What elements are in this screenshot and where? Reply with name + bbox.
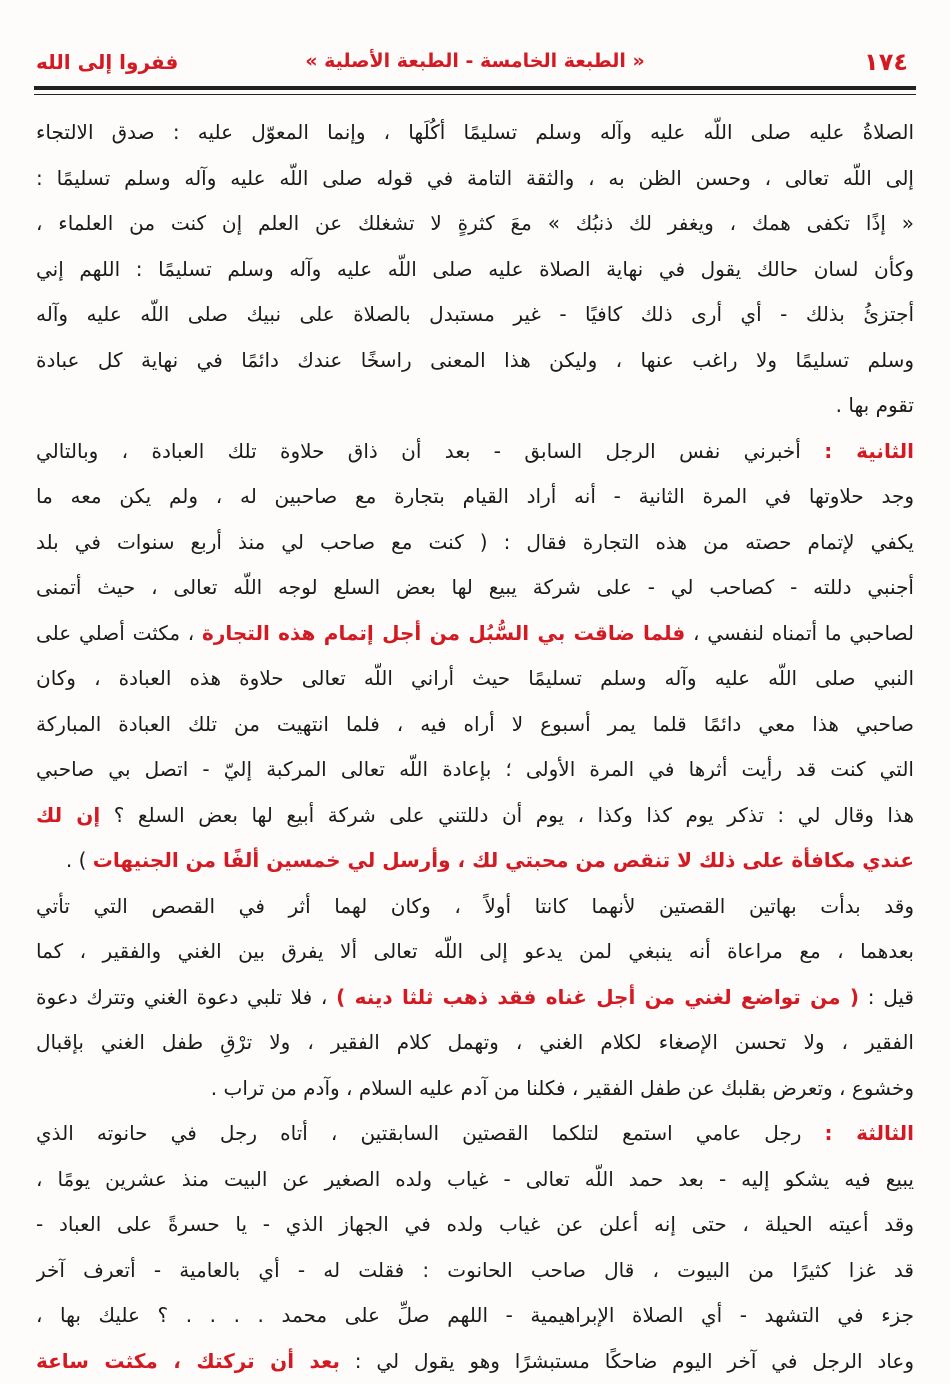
text-run: يكفي لإتمام حصته من هذه التجارة فقال : ( كنت مع صاحب لي منذ أربع سنوات في بلد — [36, 530, 914, 554]
text-line — [36, 110, 914, 156]
text-line — [36, 201, 914, 247]
text-line — [36, 1339, 914, 1384]
text-run: أخبرني نفس الرجل السابق - بعد أن ذاق حلاوة تلك العبادة ، وبالتالي — [36, 439, 824, 463]
text-line — [36, 1111, 914, 1157]
text-run: ، فلا تلبي دعوة الغني وتترك دعوة — [36, 985, 336, 1009]
text-line — [36, 429, 914, 475]
text-run: النبي صلى اللّه عليه وآله وسلم تسليمًا حيث أراني اللّه تعالى حلاوة هذه العبادة ، وكان — [36, 666, 914, 690]
text-line — [36, 747, 914, 793]
text-line — [36, 611, 914, 657]
text-line — [36, 1020, 914, 1066]
text-run: وقد بدأت بهاتين القصتين لأنهما كانتا أولاً ، وكان لهما أثر في القصص التي تأتي — [36, 894, 914, 918]
text-run: الفقير ، ولا تحسن الإصغاء لكلام الغني ، وتهمل كلام الفقير ، ولا ترْقِ طفل الغني بإقبال — [36, 1030, 914, 1054]
text-run: إلى اللّه تعالى ، وحسن الظن به ، والثقة التامة في قوله صلى اللّه عليه وآله وسلم تسليمًا : — [36, 166, 914, 190]
text-line — [36, 702, 914, 748]
text-line — [36, 656, 914, 702]
highlight-text: الثالثة : — [824, 1121, 914, 1145]
text-run: أجنبي دللته - كصاحب لي - على شركة يبيع لها بعض السلع لوجه اللّه تعالى ، حيث أتمنى — [36, 575, 914, 599]
text-line — [36, 1202, 914, 1248]
text-run: ، مكثت أصلي على — [36, 621, 202, 645]
text-run: « إذًا تكفى همك ، ويغفر لك ذنبُك » معَ كثرةٍ لا تشغلك عن العلم إن كنت من العلماء ، — [36, 211, 914, 235]
text-line — [36, 793, 914, 839]
text-line — [36, 838, 914, 884]
text-line — [36, 520, 914, 566]
text-line — [36, 1248, 914, 1294]
text-run: وقد أعيته الحيلة ، حتى إنه أعلن عن غياب ولده في الجهاز الذي - يا حسرةً على العباد - — [36, 1212, 914, 1236]
header-rule — [34, 86, 916, 90]
page-number: ١٧٤ — [864, 48, 908, 76]
text-run: يبيع فيه يشكو إليه - بعد حمد اللّه تعالى - غياب ولده الصغير عن البيت منذ عشرين يومًا ، — [36, 1167, 914, 1191]
text-run: أجتزئُ بذلك - أي أرى ذلك كافيًا - غير مستبدل بالصلاة على نبيك صلى اللّه عليه وآله — [36, 302, 914, 326]
text-run: وخشوع ، وتعرض بقلبك عن طفل الفقير ، فكلنا من آدم عليه السلام ، وآدم من تراب . — [211, 1076, 914, 1100]
header-rule-thin — [34, 94, 916, 95]
text-run: ) . — [66, 848, 93, 872]
highlight-text: فلما ضاقت بي السُّبُل من أجل إتمام هذه التجارة — [202, 621, 685, 645]
edition-label: « الطبعة الخامسة - الطبعة الأصلية » — [34, 50, 916, 72]
text-run: وجد حلاوتها في المرة الثانية - أنه أراد القيام بتجارة مع صاحبين له ، ولم يكن معه ما — [36, 484, 914, 508]
text-line — [36, 929, 914, 975]
text-line — [36, 1066, 914, 1112]
text-line — [36, 338, 914, 384]
text-run: وعاد الرجل في آخر اليوم ضاحكًا مستبشرًا وهو يقول لي : — [340, 1349, 914, 1373]
text-run: لصاحبي ما أتمناه لنفسي ، — [685, 621, 914, 645]
page-header — [34, 40, 916, 84]
text-line — [36, 474, 914, 520]
highlight-text: بعد أن تركتك ، مكثت ساعة — [36, 1349, 340, 1373]
text-run: بعدهما ، مع مراعاة أنه ينبغي لمن يدعو إلى اللّه تعالى ألا يفرق بين الغني والفقير ، كما — [36, 939, 914, 963]
text-line — [36, 383, 914, 429]
text-run: صاحبي هذا معي دائمًا قلما يمر أسبوع لا أراه فيه ، فلما انتهيت من تلك العبادة المباركة — [36, 712, 914, 736]
text-run: تقوم بها . — [836, 393, 914, 417]
body-text — [36, 110, 914, 1384]
text-line — [36, 975, 914, 1021]
text-run: الصلاةُ عليه صلى اللّه عليه وآله وسلم تسليمًا أكُلَها ، وإنما المعوّل عليه : صدق الالتجاء — [36, 120, 914, 144]
text-run: قد غزا كثيرًا من البيوت ، قال صاحب الحانوت : فقلت له - أي بالعامية - أتعرف آخر — [36, 1258, 914, 1282]
highlight-text: عندي مكافأة على ذلك لا تنقص من محبتي لك ، وأرسل لي خمسين ألفًا من الجنيهات — [93, 848, 914, 872]
text-run: جزء في التشهد - أي الصلاة الإبراهيمية - اللهم صلِّ على محمد . . . . ؟ عليك بها ، — [36, 1303, 914, 1327]
text-line — [36, 247, 914, 293]
text-run: وسلم تسليمًا ولا راغب عنها ، وليكن هذا المعنى راسخًا عندك دائمًا في نهاية كل عبادة — [36, 348, 914, 372]
text-run: قيل : — [859, 985, 914, 1009]
text-line — [36, 1157, 914, 1203]
text-run: هذا وقال لي : تذكر يوم كذا وكذا ، يوم أن دللتني على شركة أبيع لها بعض السلع ؟ — [100, 803, 914, 827]
text-run: رجل عامي استمع لتلكما القصتين السابقتين ، أتاه رجل في حانوته الذي — [36, 1121, 824, 1145]
text-run: التي كنت قد رأيت أثرها في المرة الأولى ؛ بإعادة اللّه تعالى المركبة إليّ - اتصل بي صاحبي — [36, 757, 914, 781]
highlight-text: ( من تواضع لغني من أجل غناه فقد ذهب ثلثا دينه ) — [336, 985, 859, 1009]
book-title: ففروا إلى الله — [36, 50, 178, 74]
text-run: وكأن لسان حالك يقول في نهاية الصلاة عليه صلى اللّه عليه وآله وسلم تسليمًا : اللهم إني — [36, 257, 914, 281]
text-line — [36, 1293, 914, 1339]
highlight-text: إن لك — [36, 803, 100, 827]
text-line — [36, 292, 914, 338]
text-line — [36, 565, 914, 611]
text-line — [36, 156, 914, 202]
text-line — [36, 884, 914, 930]
highlight-text: الثانية : — [824, 439, 914, 463]
